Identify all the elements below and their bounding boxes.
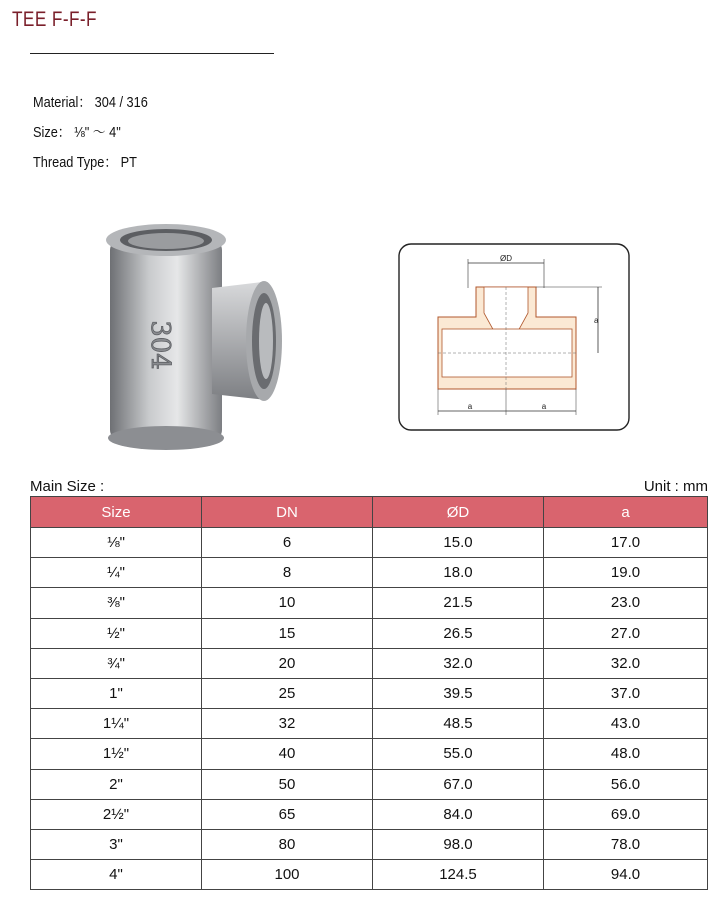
cell-size: ¼" [31, 558, 202, 588]
cell-diameter: 48.5 [373, 709, 544, 739]
cell-diameter: 32.0 [373, 648, 544, 678]
cell-size: 3" [31, 829, 202, 859]
cell-a: 23.0 [544, 588, 708, 618]
cell-dn: 20 [202, 648, 373, 678]
cell-dn: 8 [202, 558, 373, 588]
spec-value: PT [120, 154, 137, 171]
cell-a: 17.0 [544, 528, 708, 558]
spec-label: Thread Type： [33, 154, 118, 171]
table-row [31, 678, 708, 708]
cell-size: ¾" [31, 648, 202, 678]
table-row [31, 558, 708, 588]
cell-a: 19.0 [544, 558, 708, 588]
table-row [31, 829, 708, 859]
table-row [31, 618, 708, 648]
cell-a: 56.0 [544, 769, 708, 799]
column-header-size: Size [31, 497, 202, 528]
cell-a: 27.0 [544, 618, 708, 648]
table-row [31, 709, 708, 739]
tee-dimension-drawing [398, 243, 630, 431]
cell-a: 78.0 [544, 829, 708, 859]
spec-label: Material： [33, 94, 92, 111]
cell-size: 1½" [31, 739, 202, 769]
cell-diameter: 21.5 [373, 588, 544, 618]
spec-thread-type [33, 148, 148, 178]
cell-dn: 6 [202, 528, 373, 558]
column-header-diameter: ØD [373, 497, 544, 528]
table-body [31, 528, 708, 890]
cell-diameter: 84.0 [373, 799, 544, 829]
cell-dn: 65 [202, 799, 373, 829]
cell-dn: 32 [202, 709, 373, 739]
table-row [31, 648, 708, 678]
cell-dn: 10 [202, 588, 373, 618]
spec-size [33, 118, 148, 148]
cell-diameter: 124.5 [373, 860, 544, 890]
spec-material [33, 88, 148, 118]
cell-size: ½" [31, 618, 202, 648]
cell-size: 2" [31, 769, 202, 799]
dim-a-right-label: a [594, 316, 599, 325]
cell-a: 48.0 [544, 739, 708, 769]
cell-size: ⅛" [31, 528, 202, 558]
column-header-a: a [544, 497, 708, 528]
diameter-label: ØD [500, 254, 512, 263]
table-row [31, 769, 708, 799]
cell-diameter: 55.0 [373, 739, 544, 769]
dim-a-left-label: a [467, 402, 473, 411]
cell-dn: 50 [202, 769, 373, 799]
table-header-row [31, 497, 708, 528]
spec-value: 304 / 316 [94, 94, 148, 111]
cell-diameter: 67.0 [373, 769, 544, 799]
main-size-caption: Main Size : [30, 478, 105, 495]
size-table [30, 496, 708, 890]
cell-dn: 25 [202, 678, 373, 708]
table-row [31, 860, 708, 890]
table-row [31, 739, 708, 769]
cell-size: 4" [31, 860, 202, 890]
cell-diameter: 98.0 [373, 829, 544, 859]
cell-size: 2½" [31, 799, 202, 829]
tee-fitting-photo [92, 210, 292, 460]
spec-value: ⅛" ～ 4" [74, 124, 121, 141]
table-row [31, 588, 708, 618]
cell-a: 94.0 [544, 860, 708, 890]
cell-diameter: 18.0 [373, 558, 544, 588]
cell-diameter: 15.0 [373, 528, 544, 558]
table-row [31, 528, 708, 558]
dim-a-bottom-label: a [541, 402, 547, 411]
cell-a: 32.0 [544, 648, 708, 678]
table-row [31, 799, 708, 829]
cell-diameter: 39.5 [373, 678, 544, 708]
cell-dn: 80 [202, 829, 373, 859]
cell-a: 43.0 [544, 709, 708, 739]
cell-diameter: 26.5 [373, 618, 544, 648]
column-header-dn: DN [202, 497, 373, 528]
title-underline [30, 53, 274, 54]
page-title: TEE F-F-F [12, 8, 97, 31]
cell-dn: 15 [202, 618, 373, 648]
cell-size: ⅜" [31, 588, 202, 618]
cell-size: 1¼" [31, 709, 202, 739]
cell-dn: 40 [202, 739, 373, 769]
spec-label: Size： [33, 124, 71, 141]
unit-caption: Unit : mm [643, 478, 708, 495]
material-marking: 304 [145, 320, 175, 370]
cell-a: 37.0 [544, 678, 708, 708]
cell-dn: 100 [202, 860, 373, 890]
table-caption-row [30, 476, 708, 496]
spec-list [33, 88, 168, 178]
cell-size: 1" [31, 678, 202, 708]
cell-a: 69.0 [544, 799, 708, 829]
